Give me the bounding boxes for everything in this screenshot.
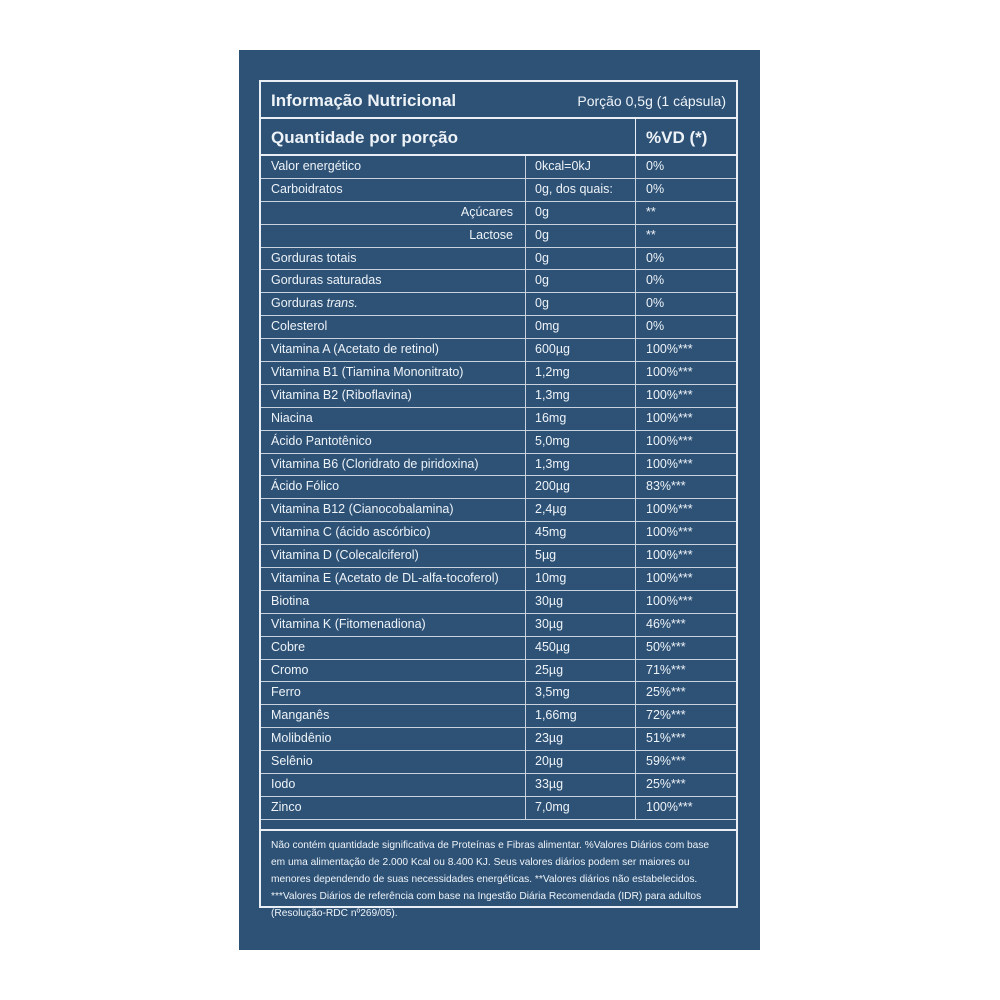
cell-divider — [635, 431, 636, 453]
cell-divider — [635, 591, 636, 613]
table-row — [261, 202, 736, 225]
table-row — [261, 568, 736, 591]
nutrient-daily-value: 100%*** — [646, 525, 693, 540]
cell-divider — [635, 385, 636, 407]
nutrient-amount: 0g, dos quais: — [535, 181, 613, 196]
nutrient-daily-value: 100%*** — [646, 456, 693, 471]
nutrient-rows — [261, 156, 736, 820]
table-row — [261, 545, 736, 568]
table-row — [261, 454, 736, 477]
table-row — [261, 431, 736, 454]
nutrient-name — [271, 682, 301, 703]
nutrient-daily-value: 0% — [646, 296, 665, 311]
nutrient-name — [271, 293, 358, 314]
nutrient-name — [271, 522, 431, 543]
nutrient-name — [271, 499, 454, 520]
nutrient-amount: 0mg — [535, 319, 560, 334]
nutrient-amount: 0g — [535, 296, 549, 311]
nutrient-name-text: Molibdênio — [271, 731, 332, 746]
nutrient-name — [271, 476, 339, 497]
cell-divider — [525, 270, 526, 292]
nutrient-daily-value: 0% — [646, 319, 665, 334]
nutrient-daily-value: 100%*** — [646, 502, 693, 517]
nutrient-daily-value: 100%*** — [646, 342, 693, 357]
footnote: Não contém quantidade significativa de Proteínas e Fibras alimentar. %Valores Diários com base em uma alimentação de 2.000 Kcal ou 8.400 KJ. Seus valores diários podem ser maiores ou menores dependendo de suas necessidades energéticas. **Valores diários não estabelecidos. ***Valores Diários de referência com base na Ingestão Diária Recomendada (IDR) para adultos (Resolução-RDC nº269/05). — [261, 829, 736, 906]
cell-divider — [635, 270, 636, 292]
nutrient-name-text: Ácido Fólico — [271, 479, 340, 494]
title-row — [261, 82, 736, 119]
nutrient-name-text: Vitamina E (Acetato de DL-alfa-tocoferol) — [271, 571, 499, 586]
nutrient-amount: 2,4µg — [535, 502, 567, 517]
cell-divider — [635, 774, 636, 796]
nutrient-name-text: Gorduras totais — [271, 250, 357, 265]
cell-divider — [525, 248, 526, 270]
nutrient-name — [271, 591, 309, 612]
column-divider — [635, 119, 636, 154]
nutrient-amount: 33µg — [535, 777, 564, 792]
nutrient-daily-value: 100%*** — [646, 799, 693, 814]
nutrient-daily-value: 0% — [646, 250, 665, 265]
table-title: Informação Nutricional — [271, 91, 457, 110]
table-row — [261, 774, 736, 797]
cell-divider — [525, 728, 526, 750]
cell-divider — [525, 568, 526, 590]
cell-divider — [525, 156, 526, 178]
vd-header: %VD (*) — [646, 128, 708, 147]
cell-divider — [635, 408, 636, 430]
nutrient-name — [271, 751, 313, 772]
nutrient-daily-value: 0% — [646, 273, 665, 288]
table-row — [261, 797, 736, 820]
nutrient-amount: 3,5mg — [535, 685, 570, 700]
nutrient-name-text: Valor energético — [271, 159, 362, 173]
serving-size: Porção 0,5g (1 cápsula) — [577, 93, 726, 109]
nutrient-amount: 5,0mg — [535, 433, 570, 448]
nutrient-name-text: Cobre — [271, 639, 306, 654]
nutrient-amount: 30µg — [535, 616, 564, 631]
nutrient-daily-value: 83%*** — [646, 479, 686, 494]
nutrient-name-text: Manganês — [271, 708, 330, 723]
table-row — [261, 179, 736, 202]
nutrient-amount: 1,3mg — [535, 387, 570, 402]
cell-divider — [635, 476, 636, 498]
nutrient-daily-value: 25%*** — [646, 685, 686, 700]
quantity-header: Quantidade por porção — [271, 128, 459, 147]
nutrient-name — [271, 705, 329, 726]
cell-divider — [635, 202, 636, 224]
nutrient-name — [271, 614, 426, 635]
cell-divider — [635, 568, 636, 590]
cell-divider — [525, 408, 526, 430]
cell-divider — [635, 362, 636, 384]
table-row — [261, 316, 736, 339]
table-row — [261, 385, 736, 408]
cell-divider — [635, 614, 636, 636]
nutrient-amount: 5µg — [535, 548, 557, 563]
table-row — [261, 408, 736, 431]
nutrient-amount: 20µg — [535, 754, 564, 769]
nutrient-name — [271, 431, 372, 452]
nutrient-daily-value: 100%*** — [646, 410, 693, 425]
cell-divider — [635, 339, 636, 361]
nutrient-name — [469, 225, 513, 246]
nutrient-name-text: Colesterol — [271, 319, 328, 334]
nutrient-daily-value: 50%*** — [646, 639, 686, 654]
nutrient-name-text: Vitamina B6 (Cloridrato de piridoxina) — [271, 456, 479, 471]
nutrition-facts-panel — [239, 50, 760, 950]
nutrient-amount: 7,0mg — [535, 799, 570, 814]
nutrient-daily-value: 72%*** — [646, 708, 686, 723]
nutrient-name — [271, 568, 499, 589]
nutrient-daily-value: 0% — [646, 181, 665, 196]
nutrient-amount: 45mg — [535, 525, 567, 540]
nutrient-name-text: Vitamina B1 (Tiamina Mononitrato) — [271, 365, 464, 380]
nutrient-daily-value: 51%*** — [646, 731, 686, 746]
nutrient-name-text: Vitamina K (Fitomenadiona) — [271, 616, 426, 631]
nutrient-name-text: Gorduras — [271, 296, 327, 311]
nutrient-name — [271, 408, 313, 429]
nutrient-name — [271, 660, 309, 681]
table-row — [261, 270, 736, 293]
nutrient-amount: 0kcal=0kJ — [535, 159, 591, 173]
table-row — [261, 476, 736, 499]
nutrient-daily-value: 25%*** — [646, 777, 686, 792]
cell-divider — [635, 637, 636, 659]
table-row — [261, 156, 736, 179]
nutrient-amount: 450µg — [535, 639, 571, 654]
cell-divider — [525, 591, 526, 613]
cell-divider — [635, 248, 636, 270]
nutrient-amount: 1,66mg — [535, 708, 577, 723]
nutrient-name-text: Niacina — [271, 410, 313, 425]
nutrient-name-text: Zinco — [271, 799, 302, 814]
cell-divider — [635, 728, 636, 750]
cell-divider — [525, 316, 526, 338]
nutrient-name-text: Vitamina D (Colecalciferol) — [271, 548, 419, 563]
cell-divider — [525, 476, 526, 498]
nutrient-name — [271, 637, 305, 658]
cell-divider — [525, 751, 526, 773]
nutrient-name-text: Cromo — [271, 662, 309, 677]
nutrient-name — [271, 728, 331, 749]
cell-divider — [635, 545, 636, 567]
cell-divider — [525, 431, 526, 453]
cell-divider — [525, 614, 526, 636]
nutrient-name — [271, 774, 295, 795]
nutrient-name — [271, 248, 356, 269]
nutrient-name-text: Biotina — [271, 593, 310, 608]
nutrient-name-text: Carboidratos — [271, 181, 343, 196]
cell-divider — [525, 797, 526, 819]
cell-divider — [635, 225, 636, 247]
nutrient-amount: 1,2mg — [535, 365, 570, 380]
cell-divider — [635, 751, 636, 773]
nutrient-amount: 1,3mg — [535, 456, 570, 471]
column-header-row — [261, 119, 736, 156]
cell-divider — [635, 156, 636, 178]
table-row — [261, 248, 736, 271]
nutrient-daily-value: ** — [646, 227, 656, 242]
cell-divider — [525, 774, 526, 796]
table-row — [261, 293, 736, 316]
nutrient-amount: 600µg — [535, 342, 571, 357]
cell-divider — [525, 202, 526, 224]
table-row — [261, 614, 736, 637]
nutrient-daily-value: 100%*** — [646, 571, 693, 586]
nutrition-table — [259, 80, 738, 919]
nutrient-name-text: Ferro — [271, 685, 301, 700]
cell-divider — [525, 293, 526, 315]
nutrient-name — [271, 156, 361, 177]
nutrient-amount: 10mg — [535, 571, 567, 586]
nutrient-name — [461, 202, 513, 223]
nutrient-name — [271, 454, 479, 475]
nutrient-daily-value: 100%*** — [646, 365, 693, 380]
nutrient-name — [271, 385, 412, 406]
cell-divider — [525, 179, 526, 201]
cell-divider — [635, 682, 636, 704]
nutrient-daily-value: 0% — [646, 159, 665, 173]
cell-divider — [635, 293, 636, 315]
table-row — [261, 637, 736, 660]
cell-divider — [525, 225, 526, 247]
cell-divider — [525, 682, 526, 704]
nutrient-amount: 0g — [535, 204, 549, 219]
nutrient-daily-value: 100%*** — [646, 548, 693, 563]
cell-divider — [635, 179, 636, 201]
table-row — [261, 362, 736, 385]
nutrient-daily-value: 71%*** — [646, 662, 686, 677]
nutrient-daily-value: ** — [646, 204, 656, 219]
nutrient-name — [271, 797, 302, 818]
table-row — [261, 705, 736, 728]
cell-divider — [525, 362, 526, 384]
cell-divider — [635, 522, 636, 544]
nutrient-name — [271, 339, 439, 360]
cell-divider — [525, 339, 526, 361]
nutrient-name — [271, 545, 419, 566]
table-row — [261, 728, 736, 751]
table-row — [261, 660, 736, 683]
nutrient-name-text: Vitamina B2 (Riboflavina) — [271, 387, 412, 402]
nutrient-name — [271, 362, 463, 383]
cell-divider — [525, 385, 526, 407]
cell-divider — [635, 454, 636, 476]
nutrient-amount: 23µg — [535, 731, 564, 746]
table-row — [261, 682, 736, 705]
nutrient-name-text: Ácido Pantotênico — [271, 433, 372, 448]
table-row — [261, 751, 736, 774]
nutrient-amount: 0g — [535, 227, 549, 242]
nutrient-name-text: Gorduras saturadas — [271, 273, 382, 288]
nutrient-name-text: Vitamina A (Acetato de retinol) — [271, 342, 439, 357]
cell-divider — [635, 705, 636, 727]
nutrient-daily-value: 46%*** — [646, 616, 686, 631]
nutrient-amount: 0g — [535, 273, 549, 288]
table-row — [261, 591, 736, 614]
cell-divider — [525, 660, 526, 682]
nutrient-name-text: Iodo — [271, 777, 296, 792]
nutrient-name-text: Lactose — [469, 227, 513, 242]
nutrient-name-text: Açúcares — [460, 204, 513, 219]
nutrient-amount: 0g — [535, 250, 549, 265]
table-row — [261, 499, 736, 522]
nutrient-name-italic: trans. — [326, 296, 358, 311]
cell-divider — [525, 705, 526, 727]
cell-divider — [635, 316, 636, 338]
cell-divider — [635, 660, 636, 682]
cell-divider — [525, 522, 526, 544]
nutrient-daily-value: 100%*** — [646, 593, 693, 608]
nutrient-daily-value: 59%*** — [646, 754, 686, 769]
nutrient-daily-value: 100%*** — [646, 433, 693, 448]
nutrient-name — [271, 270, 381, 291]
cell-divider — [635, 797, 636, 819]
nutrient-amount: 16mg — [535, 410, 567, 425]
nutrient-name-text: Vitamina C (ácido ascórbico) — [271, 525, 431, 540]
nutrient-amount: 25µg — [535, 662, 564, 677]
cell-divider — [525, 454, 526, 476]
cell-divider — [525, 637, 526, 659]
table-row — [261, 522, 736, 545]
cell-divider — [525, 545, 526, 567]
table-row — [261, 225, 736, 248]
nutrient-name-text: Vitamina B12 (Cianocobalamina) — [271, 502, 454, 517]
nutrient-name — [271, 316, 327, 337]
cell-divider — [525, 499, 526, 521]
nutrient-name-text: Selênio — [271, 754, 313, 769]
table-row — [261, 339, 736, 362]
nutrient-name — [271, 179, 343, 200]
nutrient-daily-value: 100%*** — [646, 387, 693, 402]
nutrient-amount: 30µg — [535, 593, 564, 608]
cell-divider — [635, 499, 636, 521]
nutrient-amount: 200µg — [535, 479, 571, 494]
